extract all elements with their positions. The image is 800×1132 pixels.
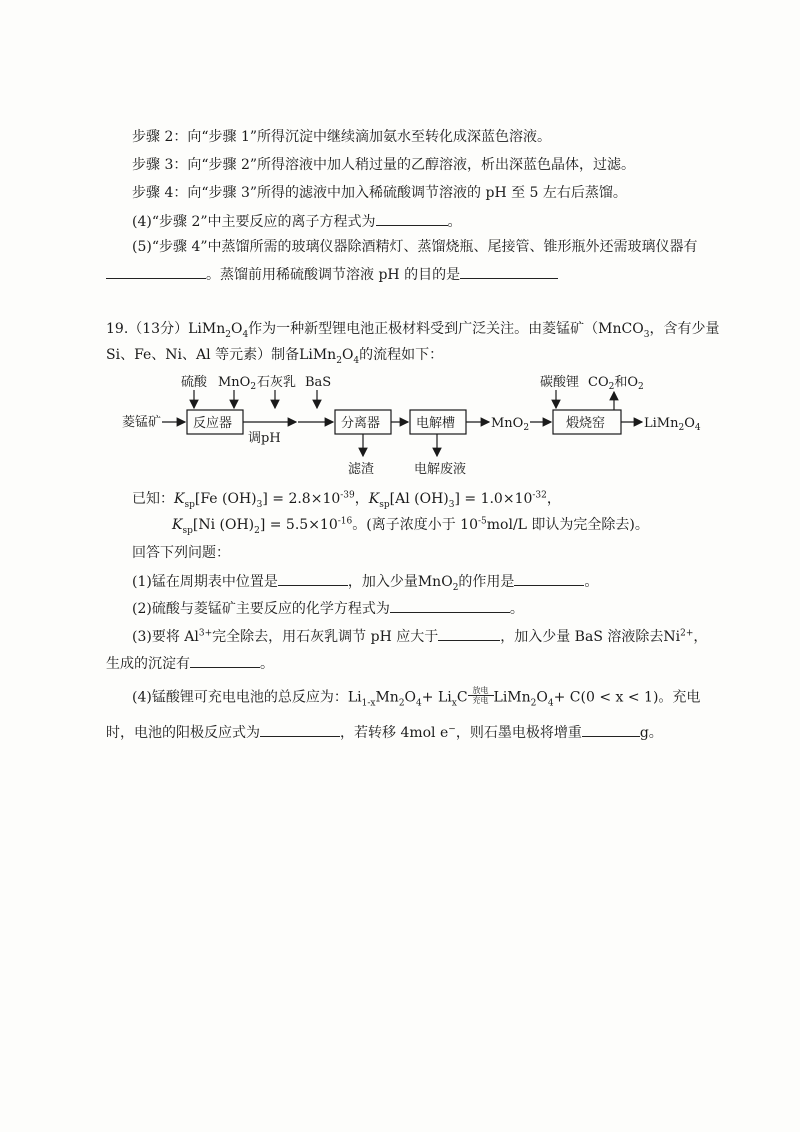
reagent-sulfuric-acid: 硫酸: [181, 375, 208, 390]
q19-intro-line1: 19.（13分）$LiMn_2O_4$作为一种新型锂电池正极材料受到广泛关注。由菱锰矿（MnCO$_3$，含有少量: [106, 321, 720, 340]
ksp-ni-exp: -16: [337, 516, 353, 527]
ksp-note-end: mol/L 即认为完全除去)。: [486, 517, 649, 533]
q19-intro-text: 作为一种新型锂电池正极材料受到广泛关注。由菱锰矿（MnCO: [248, 321, 644, 337]
part4-text: ，若转移 4mol e: [340, 725, 449, 741]
ksp-al-value: ] = 1.0×10: [454, 491, 533, 507]
answer-blank: [438, 626, 500, 641]
q19-part2: [132, 598, 524, 618]
q19-part3-line1: (3)要将 $Al^{3+}$完全除去，用石灰乳调节 pH 应大于 ，加入少量 BaS 溶液除去$Ni^{2+}$，: [132, 626, 707, 646]
question-4-end: 。: [447, 214, 462, 230]
charge-label: 充电: [472, 696, 489, 705]
question-4: [132, 211, 462, 231]
part4-text: + C(0 < x < 1)。充电: [553, 689, 701, 706]
product-label: $LiMn_2O_4$: [644, 416, 701, 433]
part4-end: g。: [639, 725, 663, 741]
part1-text: 的作用是: [458, 574, 515, 590]
part2-end: 。: [509, 601, 524, 617]
ksp-subscript: sp: [184, 499, 195, 510]
ksp-symbol: K: [368, 491, 380, 507]
step3-text: 步骤 3：向“步骤 2”所得溶液中加人稍过量的乙醇溶液，析出深蓝色晶体，过滤。: [132, 157, 636, 173]
ksp-note: 。(离子浓度小于 10: [352, 517, 478, 533]
question-4-text: (4)“步骤 2”中主要反应的离子方程式为: [132, 214, 376, 230]
step4-text: 步骤 4：向“步骤 3”所得的滤液中加入稀硫酸调节溶液的 pH 至 5 左右后蒸馏。: [132, 185, 627, 201]
ksp-subscript: sp: [379, 499, 390, 510]
part2-text: (2)硫酸与菱锰矿主要反应的化学方程式为: [132, 601, 390, 617]
adjust-ph-label: 调pH: [248, 431, 281, 446]
discharge-label: 放电: [472, 686, 489, 695]
part4-text: + Li: [421, 689, 452, 706]
question-5-line2: [106, 264, 558, 284]
part4-text: 时，电池的阳极反应式为: [106, 725, 260, 741]
answer-blank: [260, 722, 340, 737]
q19-part4-line2: 时，电池的阳极反应式为 ，若转移 4mol e−，则石墨电极将增重 g。: [106, 722, 663, 742]
part4-text: (4)锰酸锂可充电电池的总反应为：Li: [132, 689, 362, 706]
ksp-fe-value: ] = 2.8×10: [262, 491, 341, 507]
part3-text: ，: [693, 629, 708, 645]
reaction-condition-arrow: [468, 686, 494, 705]
kiln-label: 煅烧窑: [566, 416, 606, 431]
ksp-symbol: K: [172, 517, 183, 533]
separator-label: 分离器: [341, 416, 381, 431]
part1-text: (1)锰在周期表中位置是: [132, 574, 278, 590]
waste-label: 电解废液: [414, 462, 467, 477]
ksp-fe: [Fe (OH): [194, 491, 257, 507]
part4-text: LiMn: [493, 689, 531, 706]
ksp-symbol: K: [174, 491, 185, 507]
known-label: 已知：: [132, 491, 174, 507]
question-5-line1: (5)“步骤 4”中蒸馏所需的玻璃仪器除酒精灯、蒸馏烧瓶、尾接管、锥形瓶外还需玻璃仪器有: [132, 239, 698, 255]
answer-blank: [376, 211, 448, 226]
ksp-al: [Al (OH): [389, 491, 449, 507]
electrolyzer-label: 电解槽: [416, 416, 456, 431]
mno2-intermediate: MnO$_2$: [491, 416, 530, 433]
ksp-line2: $K_{sp}[Ni$ $(OH)_2] = 5.5\times 10^{-16}$。(离子浓度小于 $10^{-5}mol/L$ 即认为完全除去)。: [172, 516, 649, 536]
answer-prompt: 回答下列问题：: [132, 545, 230, 561]
ksp-line1: 已知：$K_{sp}[Fe$ $(OH)_3] = 2.8\times 10^{-39}$，$K_{sp}[Al$ $(OH)_3] = 1.0\times 10^{-32}$，: [132, 490, 561, 510]
part3-text: 完全除去，用石灰乳调节 pH 应大于: [212, 629, 439, 645]
reagent-mno2: MnO$_2$: [218, 375, 257, 392]
part3-text: (3)要将 Al: [132, 629, 199, 645]
ksp-ni: [Ni (OH): [192, 517, 255, 533]
part3-text: 生成的沉淀有: [106, 656, 190, 672]
ksp-subscript: sp: [182, 525, 193, 536]
answer-blank: [190, 653, 260, 668]
part4-text: ，则石墨电极将增重: [455, 725, 582, 741]
part4-text: O: [404, 689, 417, 706]
part1-end: 。: [584, 574, 599, 590]
part4-text: O: [536, 689, 548, 706]
part4-text: Mn: [375, 689, 399, 706]
part3-end: 。: [260, 656, 274, 672]
q19-intro-text: 19.（13分）LiMn: [106, 321, 226, 337]
q19-intro-text: ，含有少量: [649, 321, 720, 337]
part4-text: C: [456, 689, 468, 706]
q19-intro-text: O: [341, 347, 354, 363]
gas-co2-o2: $CO_2$和$O_2$: [588, 375, 644, 392]
q19-part3-line2: [106, 653, 274, 673]
flow-start-label: 菱锰矿: [122, 415, 162, 430]
ksp-note-exp: -5: [477, 516, 487, 527]
answer-blank: [460, 264, 558, 279]
answer-blank: [582, 722, 640, 737]
q19-part1: (1)锰在周期表中位置是 ，加入少量MnO$_2$的作用是 。: [132, 571, 598, 591]
part3-text: ，加入少量 BaS 溶液除去Ni: [500, 629, 681, 645]
residue-label: 滤渣: [348, 462, 375, 477]
answer-blank: [390, 598, 510, 613]
part1-text: ，加入少量MnO: [347, 574, 453, 590]
q19-intro-line2: Si、Fe、Ni、Al 等元素）制备$LiMn_2O_4$的流程如下：: [106, 347, 444, 366]
answer-blank: [106, 264, 206, 279]
answer-blank: [514, 571, 584, 586]
question-5-text: 。蒸馏前用稀硫酸调节溶液 pH 的目的是: [206, 267, 461, 283]
reactor-label: 反应器: [193, 416, 233, 431]
reagent-bas: BaS: [305, 375, 332, 390]
step2-text: 步骤 2：向“步骤 1”所得沉淀中继续滴加氨水至转化成深蓝色溶液。: [132, 129, 552, 145]
ksp-ni-value: ] = 5.5×10: [259, 517, 338, 533]
answer-blank: [278, 571, 348, 586]
ksp-fe-exp: -39: [340, 490, 355, 501]
q19-intro-text: Si、Fe、Ni、Al 等元素）制备LiMn: [106, 347, 337, 363]
q19-intro-text: 的流程如下：: [359, 347, 444, 363]
reagent-lime-milk: 石灰乳: [257, 375, 297, 390]
q19-part4-line1: (4)锰酸锂可充电电池的总反应为：$Li_{1-x}Mn_2O_4+ Li_xC$ $\frac{\text{放电}}{\text{充电}}$ $LiMn_2O_4+ C(0 < x < 1)$。充电: [132, 686, 701, 709]
q19-intro-text: O: [230, 321, 243, 337]
ksp-al-exp: -32: [532, 490, 547, 501]
process-flow-diagram: [0, 368, 800, 488]
reagent-lithium-carbonate: 碳酸锂: [540, 375, 580, 390]
